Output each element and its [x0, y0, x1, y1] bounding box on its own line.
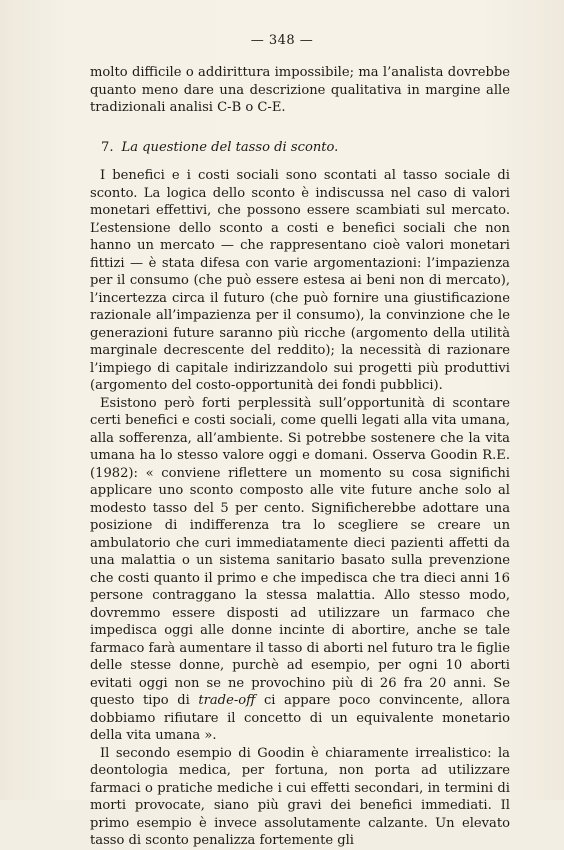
section-body — [90, 167, 510, 850]
paragraph-2-term: trade-off — [198, 693, 256, 708]
paragraph-3: Il secondo esempio di Goodin è chiaramente irrealistico: la deontologia medica, per fortuna, non porta ad utilizzare farmaci o pratiche mediche i cui effetti secondari, in termini di morti provocate, siano più gravi dei benefici immediati. Il primo esempio è invece assolutamente calzante. Un elevato tasso di sconto penalizza fortemente gli — [90, 745, 510, 848]
section-number: 7. — [101, 140, 114, 155]
section-title: La questione del tasso di sconto. — [121, 140, 339, 155]
lead-paragraph — [90, 64, 510, 117]
page-number: — 348 — — [250, 33, 314, 48]
lead-paragraph-text: molto difficile o addirittura impossibile; ma l’analista dovrebbe quanto meno dare una descrizione qualitativa in margine alle tradizionali analisi C-B o C-E. — [90, 65, 510, 115]
paragraph-1: I benefici e i costi sociali sono scontati al tasso sociale di sconto. La logica dello sconto è indiscussa nel caso di valori monetari effettivi, che possono essere scambiati sul mercato. L’estensione dello sconto a costi e benefici sociali che non hanno un mercato — che rappresentano cioè valori monetari fittizi — è stata difesa con varie argomentazioni: l’impazienza per il consumo (che può essere estesa ai beni non di mercato), l’incertezza circa il futuro (che può fornire una giustificazione razionale all’impazienza per il consumo), la convinzione che le generazioni future saranno più ricche (argomento della utilità marginale decrescente del reddito); la necessità di razionare l’impiego di capitale indirizzandolo sui progetti più produttivi (argomento del costo-opportunità dei fondi pubblici). — [90, 168, 510, 393]
paragraph-2-text-a: Esistono però forti perplessità sull’opportunità di scontare certi benefici e costi sociali, come quelli legati alla vita umana, alla sofferenza, all’ambiente. Si potrebbe sostenere che la vita umana ha lo stesso valore oggi e domani. Osserva Goodin R.E. (1982): « conviene riflettere un momento su cosa significhi applicare uno sconto composto alle vite future anche solo al modesto tasso del 5 per cento. Significherebbe adottare una posizione di indifferenza tra lo scegliere se creare un ambulatorio che curi immediatamente dieci pazienti affetti da una malattia o un sistema sanitario basato sulla prevenzione che costi quanto il primo e che impedisca che tra dieci anni 16 persone contraggano la stessa malattia. Allo stesso modo, dovremmo essere disposti ad utilizzare un farmaco che impedisca oggi alle donne incinte di abortire, anche se tale farmaco farà aumentare il tasso di aborti nel futuro tra le figlie delle stesse donne, purchè ad esempio, per ogni 10 aborti evitati oggi non se ne provochino più di 26 fra 20 anni. Se questo tipo di — [90, 395, 510, 708]
section-heading — [101, 140, 338, 155]
paragraph-2 — [90, 395, 510, 745]
paragraph-2-text-b: ci appare poco convincente, allora dobbiamo rifiutare il concetto di un equivalente monetario della vita umana ». — [90, 693, 511, 743]
